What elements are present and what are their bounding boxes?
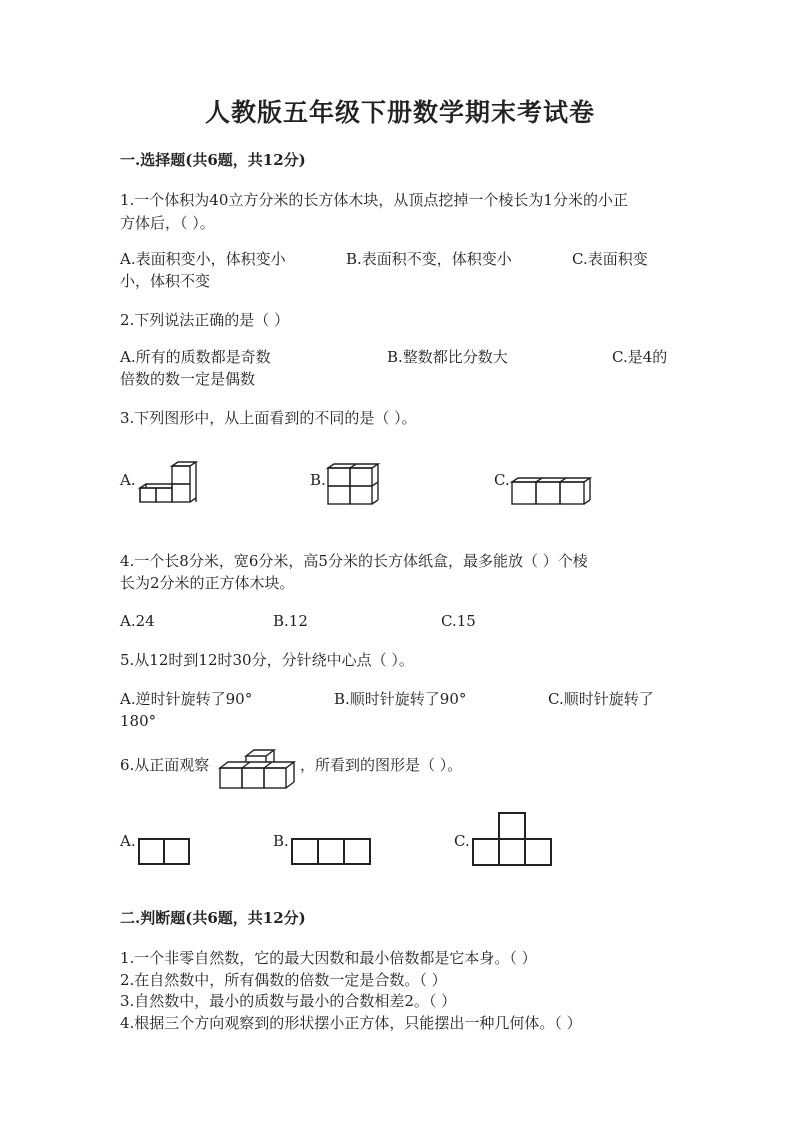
q1-stem-line1: 1.一个体积为40立方分米的长方体木块，从顶点挖掉一个棱长为1分米的小正 (120, 191, 628, 209)
judgement-item-1: 1.一个非零自然数，它的最大因数和最小倍数都是它本身。（ ） (120, 949, 537, 967)
q5-option-a: A.逆时针旋转了90° (120, 690, 253, 708)
q3-stem: 3.下列图形中，从上面看到的不同的是（ ）。 (120, 409, 417, 427)
q2-option-b: B.整数都比分数大 (387, 348, 508, 366)
q1-stem-line2: 方体后，（ ）。 (120, 214, 215, 232)
q6-stem-cubes-figure (216, 748, 298, 792)
q4-stem-line2: 长为2分米的正方体木块。 (120, 574, 295, 592)
judgement-item-2: 2.在自然数中，所有偶数的倍数一定是合数。（ ） (120, 971, 447, 989)
q1-option-c-continued: 小，体积不变 (120, 272, 211, 290)
q3-option-a-label: A. (120, 471, 136, 489)
page-title: 人教版五年级下册数学期末考试卷 (204, 98, 595, 127)
q5-option-c: C.顺时针旋转了 (548, 690, 654, 708)
q5-option-b: B.顺时针旋转了90° (334, 690, 467, 708)
q4-option-b: B.12 (273, 612, 308, 630)
q3-option-c-label: C. (494, 471, 510, 489)
section-heading-choice: 一.选择题(共6题，共12分) (120, 151, 306, 169)
q1-option-c: C.表面积变 (572, 250, 648, 268)
q5-option-c-continued: 180° (120, 712, 157, 730)
q6-stem-before: 6.从正面观察 (120, 756, 210, 774)
q5-stem: 5.从12时到12时30分，分针绕中心点（ ）。 (120, 651, 414, 669)
judgement-item-3: 3.自然数中，最小的质数与最小的合数相差2。（ ） (120, 992, 457, 1010)
q6-option-c-label: C. (454, 832, 470, 850)
q3-option-c-cubes-figure (508, 474, 594, 508)
q3-option-b-label: B. (310, 471, 326, 489)
q6-option-a-front-view (136, 836, 194, 868)
q2-option-c-continued: 倍数的数一定是偶数 (120, 370, 256, 388)
q6-option-b-front-view (289, 836, 373, 868)
q1-option-a: A.表面积变小，体积变小 (120, 250, 286, 268)
q2-option-c: C.是4的 (612, 348, 668, 366)
section-heading-judgement: 二.判断题(共6题，共12分) (120, 909, 306, 927)
q4-option-c: C.15 (441, 612, 476, 630)
q3-option-a-cubes-figure (136, 462, 200, 508)
q6-option-c-front-view (470, 810, 554, 868)
q4-stem-line1: 4.一个长8分米，宽6分米，高5分米的长方体纸盒，最多能放（ ）个棱 (120, 552, 588, 570)
q4-option-a: A.24 (120, 612, 155, 630)
q1-option-b: B.表面积不变，体积变小 (346, 250, 512, 268)
q2-stem: 2.下列说法正确的是（ ） (120, 311, 290, 329)
q3-option-b-cubes-figure (324, 462, 384, 508)
q2-option-a: A.所有的质数都是奇数 (120, 348, 271, 366)
q6-option-b-label: B. (273, 832, 289, 850)
q6-option-a-label: A. (120, 832, 136, 850)
q6-stem-after: ，所看到的图形是（ ）。 (300, 756, 463, 774)
judgement-item-4: 4.根据三个方向观察到的形状摆小正方体，只能摆出一种几何体。（ ） (120, 1014, 582, 1032)
